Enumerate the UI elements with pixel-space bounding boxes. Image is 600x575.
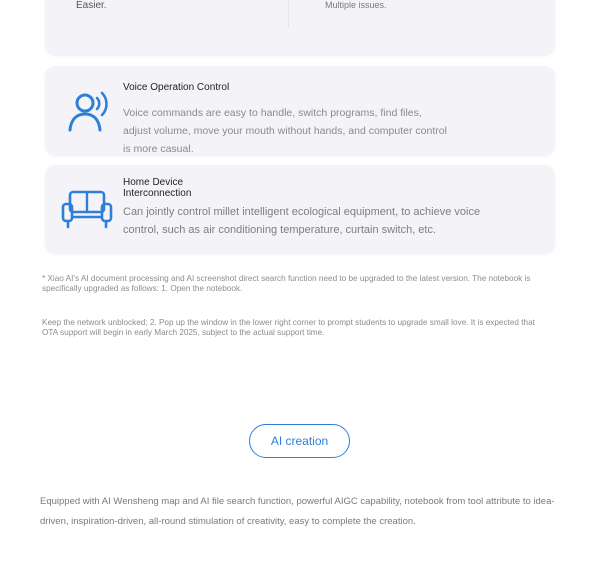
home-card-title: Home Device Interconnection	[123, 177, 192, 199]
top-card-left-text: Easier.	[76, 0, 107, 11]
voice-card-description: Voice commands are easy to handle, switch programs, find files, adjust volume, move your mouth without hands, and computer control is more casual.	[123, 107, 447, 155]
ai-creation-button[interactable]: AI creation	[249, 424, 350, 458]
voice-control-icon	[67, 90, 115, 134]
feature-card-voice	[45, 66, 555, 156]
upgrade-note-1: * Xiao AI's AI document processing and AI screenshot direct search function need to be upgraded to the latest version. The notebook is specifically upgraded as follows: 1. Open the notebook.	[42, 274, 531, 293]
sofa-icon	[61, 189, 113, 229]
top-card-right-text: Multiple issues.	[325, 0, 387, 10]
voice-card-title: Voice Operation Control	[123, 82, 230, 93]
upgrade-note-2: Keep the network unblocked; 2. Pop up the window in the lower right corner to prompt students to upgrade small love. It is expected that OTA support will begin in early March 2025, subject to the actual support time.	[42, 318, 535, 337]
home-card-description: Can jointly control millet intelligent ecological equipment, to achieve voice control, such as air conditioning temperature, curtain switch, etc.	[123, 206, 481, 236]
feature-card-top	[45, 0, 555, 56]
card-divider	[288, 0, 289, 28]
ai-creation-description: Equipped with AI Wensheng map and AI file search function, powerful AIGC capability, notebook from tool attribute to idea-driven, inspiration-driven, all-round stimulation of creativity, easy to complete the creation.	[40, 496, 555, 527]
feature-card-home	[45, 165, 555, 254]
